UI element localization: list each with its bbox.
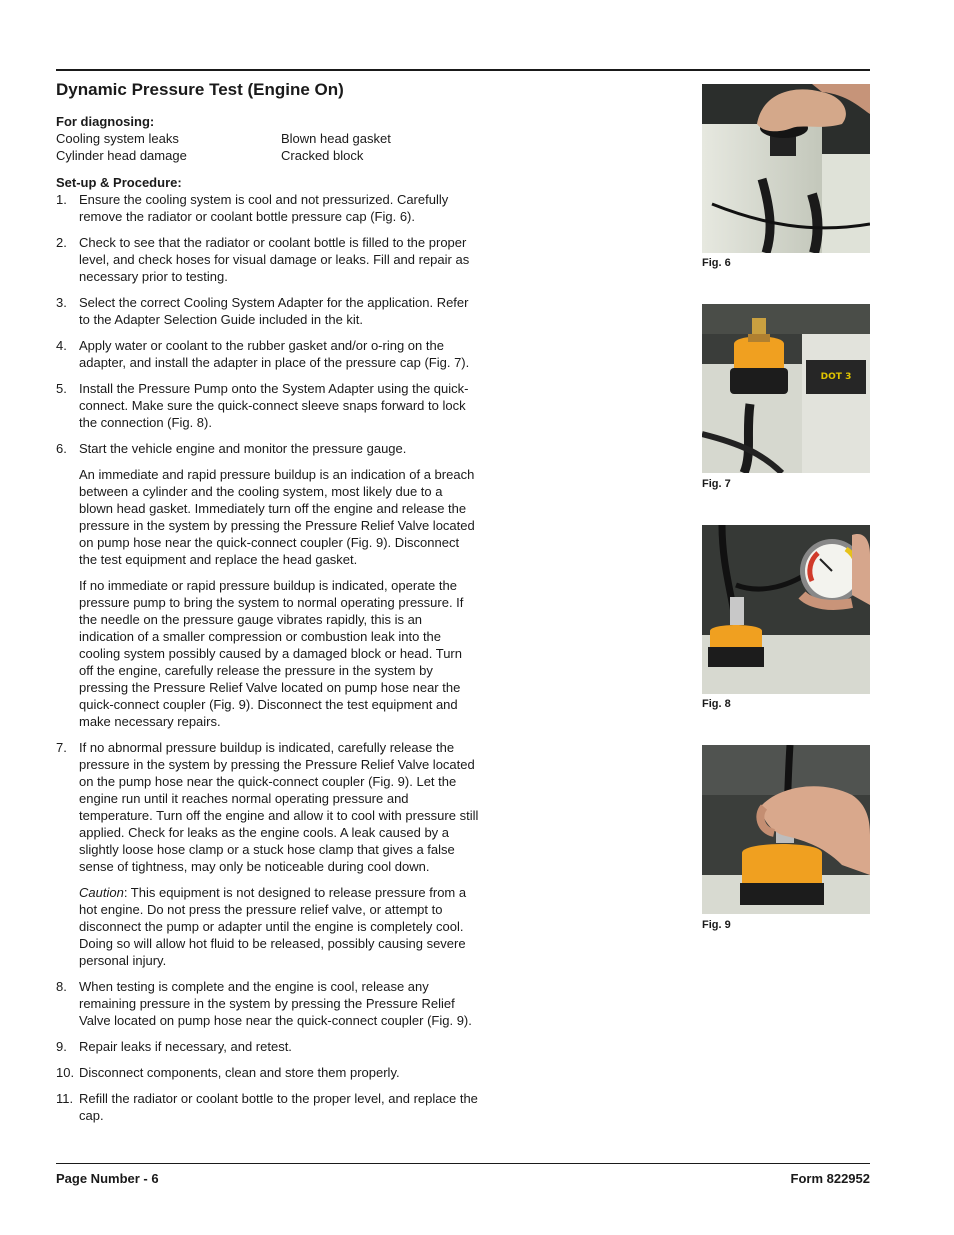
step-text: Repair leaks if necessary, and retest. xyxy=(79,1039,292,1054)
step-number: 6. xyxy=(56,441,67,456)
procedure-step xyxy=(56,1090,486,1124)
step-body xyxy=(79,234,479,285)
step-text: Ensure the cooling system is cool and not pressurized. Carefully remove the radiator or coolant bottle pressure cap (Fig. 6). xyxy=(79,192,449,224)
step-number: 7. xyxy=(56,740,67,755)
step-body xyxy=(79,978,479,1029)
step-text: Check to see that the radiator or coolant bottle is filled to the proper level, and check hoses for visual damage or leaks. Fill and repair as necessary prior to testing. xyxy=(79,235,470,284)
step-body xyxy=(79,739,479,969)
main-column xyxy=(56,113,486,1133)
setup-heading: Set-up & Procedure: xyxy=(56,175,182,190)
step-text: Apply water or coolant to the rubber gasket and/or o-ring on the adapter, and install the adapter in place of the pressure cap (Fig. 7). xyxy=(79,338,470,370)
procedure-step xyxy=(56,337,486,371)
step-number: 11. xyxy=(56,1091,74,1106)
step-text: If no immediate or rapid pressure buildup is indicated, operate the pressure pump to bring the system to normal operating pressure. If the needle on the pressure gauge vibrates rapidly, this is an indication of a smaller compression or combustion leak into the cooling system possibly caused by a damaged block or head. Turn off the engine, carefully release the pressure in the system by pressing the Pressure Relief Valve located on pump hose near the quick-connect coupler (Fig. 9). Disconnect the test equipment and make necessary repairs. xyxy=(79,578,464,729)
step-number: 10. xyxy=(56,1065,75,1080)
step-body xyxy=(79,191,479,225)
step-number: 2. xyxy=(56,235,67,250)
procedure-step xyxy=(56,191,486,225)
step-text: When testing is complete and the engine is cool, release any remaining pressure in the system by pressing the Pressure Relief Valve located on pump hose near the quick-connect coupler (Fig. 9). xyxy=(79,979,472,1028)
step-body xyxy=(79,1038,479,1055)
step-body xyxy=(79,1090,479,1124)
step-body xyxy=(79,1064,479,1081)
step-number: 8. xyxy=(56,979,67,994)
figure-8-caption: Fig. 8 xyxy=(702,698,731,710)
step-text: An immediate and rapid pressure buildup is an indication of a breach between a cylinder and the cooling system, most likely due to a blown head gasket. Immediately turn off the engine and release the pressure in the system by pressing the Pressure Relief Valve located on pump hose near the quick-connect coupler (Fig. 9). Disconnect the test equipment and replace the head gasket. xyxy=(79,467,475,567)
step-body xyxy=(79,294,479,328)
diagnosing-row xyxy=(56,147,486,164)
procedure-step xyxy=(56,234,486,285)
figure-9-photo xyxy=(702,745,870,914)
step-number: 1. xyxy=(56,192,67,207)
adapter-marking: DOT 3 xyxy=(820,372,852,382)
step-text: Select the correct Cooling System Adapter for the application. Refer to the Adapter Selection Guide included in the kit. xyxy=(79,295,469,327)
figure-9-caption: Fig. 9 xyxy=(702,919,731,931)
procedure-list xyxy=(56,191,486,1124)
step-number: 5. xyxy=(56,381,67,396)
caution-text: : This equipment is not designed to release pressure from a hot engine. Do not press the pressure relief valve, or attempt to disconnect the pump or adapter until the engine is completely cool. Doing so will allow hot fluid to be released, possibly causing severe personal injury. xyxy=(79,885,467,968)
bottom-rule xyxy=(56,1163,870,1164)
procedure-step xyxy=(56,1038,486,1055)
figure-8-photo xyxy=(702,525,870,694)
procedure-step xyxy=(56,978,486,1029)
figure-7-caption: Fig. 7 xyxy=(702,478,731,490)
diagnosing-heading: For diagnosing: xyxy=(56,114,155,129)
step-number: 3. xyxy=(56,295,67,310)
form-number: Form 822952 xyxy=(790,1171,870,1186)
step-body xyxy=(79,337,479,371)
step-text: Refill the radiator or coolant bottle to the proper level, and replace the cap. xyxy=(79,1091,478,1123)
procedure-step xyxy=(56,380,486,431)
diagnosing-item: Cooling system leaks xyxy=(56,131,179,146)
diagnosing-item: Cracked block xyxy=(281,148,364,163)
step-number: 4. xyxy=(56,338,67,353)
step-text: Disconnect components, clean and store them properly. xyxy=(79,1065,400,1080)
step-number: 9. xyxy=(56,1039,67,1054)
top-rule xyxy=(56,69,870,71)
procedure-step xyxy=(56,739,486,969)
procedure-step xyxy=(56,1064,486,1081)
diagnosing-item: Cylinder head damage xyxy=(56,148,187,163)
figure-6-caption: Fig. 6 xyxy=(702,257,731,269)
diagnosing-row xyxy=(56,130,486,147)
step-text: Install the Pressure Pump onto the System Adapter using the quick-connect. Make sure the quick-connect sleeve snaps forward to lock the connection (Fig. 8). xyxy=(79,381,469,430)
step-text: If no abnormal pressure buildup is indicated, carefully release the pressure in the system by pressing the Pressure Relief Valve located on the pump hose near the quick-connect coupler (Fig. 9). Let the engine run until it reaches normal operating pressure and temperature. Turn off the engine and allow it to cool with pressure still applied. Check for leaks as the engine cools. A leak caused by a slightly loose hose clamp or a stuck hose clamp that gives a false sense of tightness, may only be noticeable during cool down. xyxy=(79,740,479,874)
diagnosing-item: Blown head gasket xyxy=(281,131,391,146)
procedure-step xyxy=(56,440,486,730)
step-body xyxy=(79,440,479,730)
page-title: Dynamic Pressure Test (Engine On) xyxy=(56,80,344,99)
caution-label: Caution xyxy=(79,885,124,900)
step-body xyxy=(79,380,479,431)
figure-7-photo xyxy=(702,304,870,473)
procedure-step xyxy=(56,294,486,328)
page-number: Page Number - 6 xyxy=(56,1171,159,1186)
figure-6-photo xyxy=(702,84,870,253)
step-text: Start the vehicle engine and monitor the pressure gauge. xyxy=(79,441,407,456)
caution-note xyxy=(79,884,479,969)
